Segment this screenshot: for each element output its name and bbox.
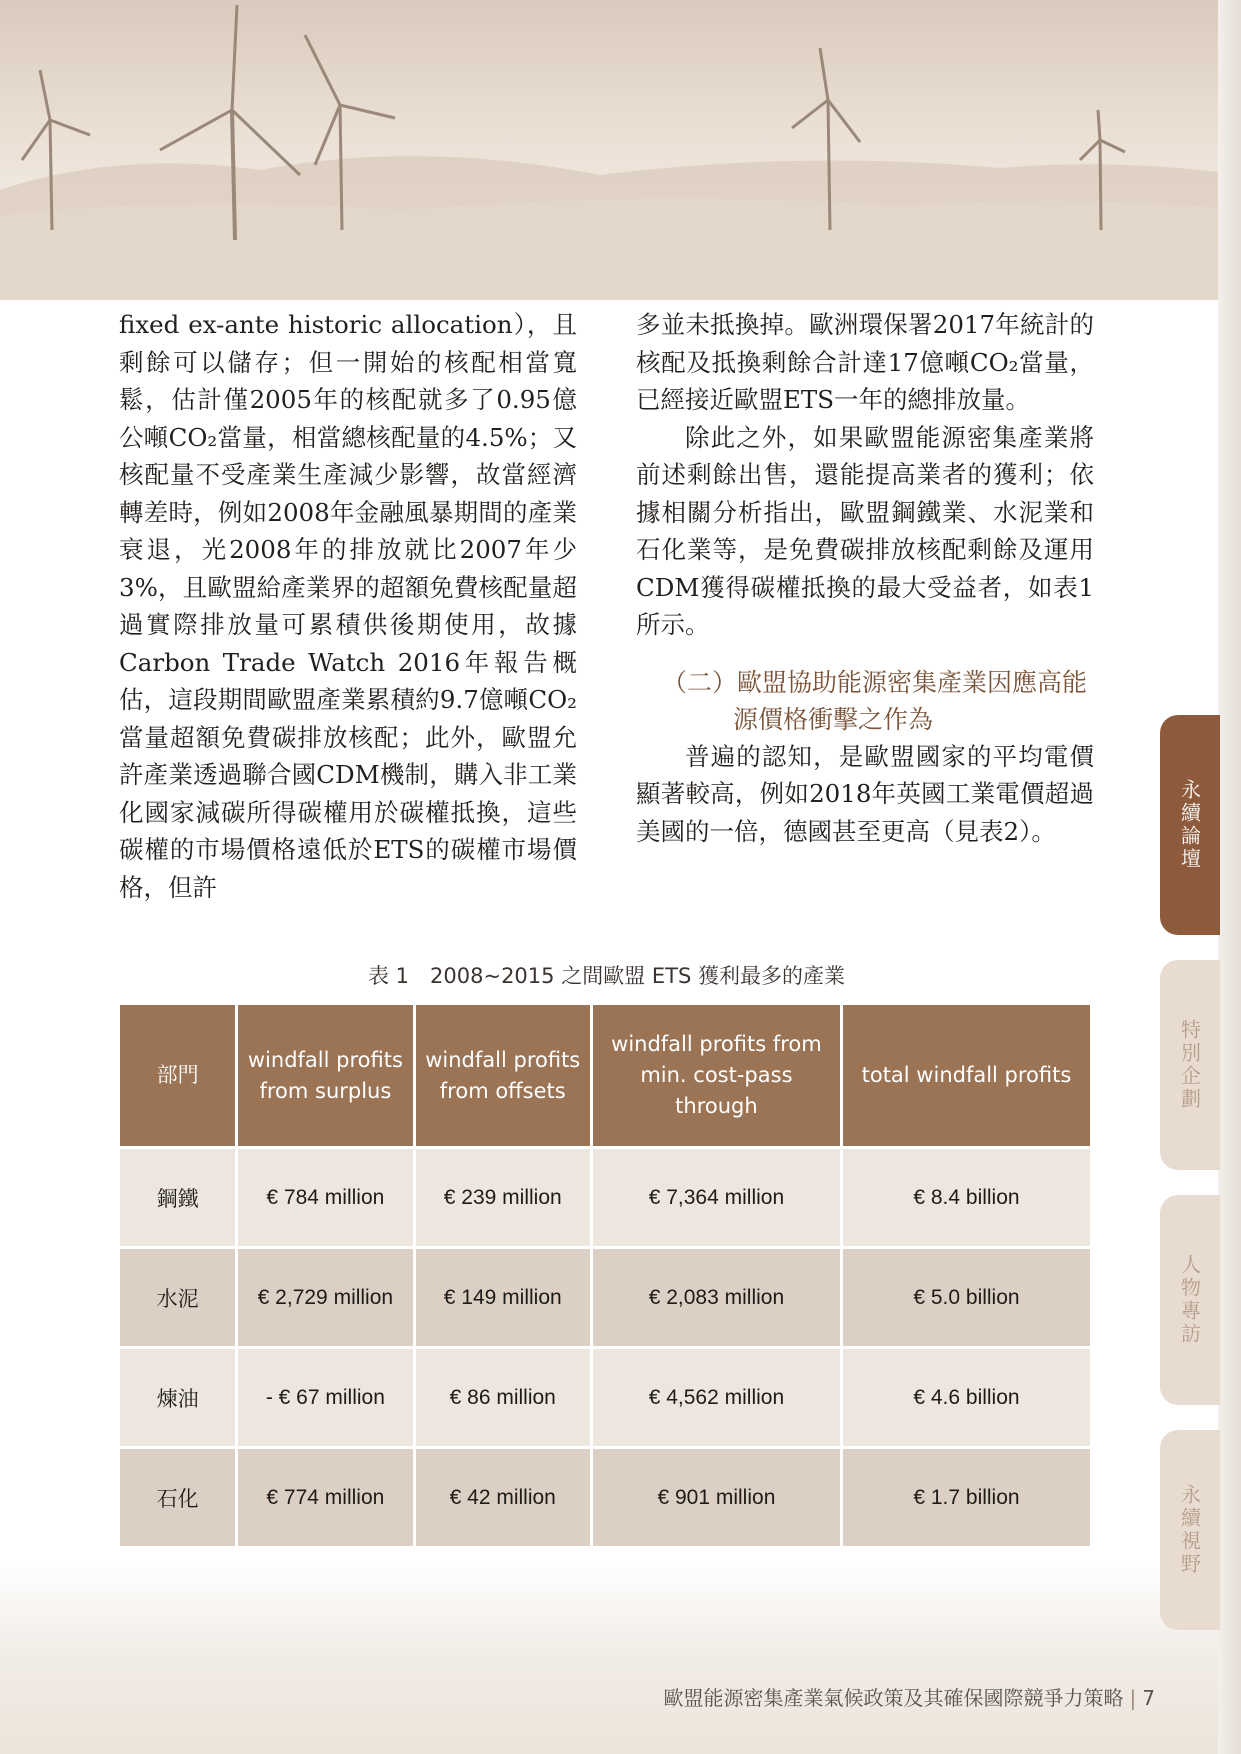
- cell-total: € 8.4 billion: [843, 1149, 1090, 1246]
- cell-surplus: € 784 million: [238, 1149, 412, 1246]
- table-row: [120, 1149, 1090, 1246]
- cell-dept: 石化: [120, 1449, 235, 1546]
- header-offsets-line2: from offsets: [439, 1078, 566, 1103]
- cell-total: € 5.0 billion: [843, 1249, 1090, 1346]
- windfall-profits-table: [117, 1002, 1093, 1549]
- cell-total: € 1.7 billion: [843, 1449, 1090, 1546]
- cell-total: € 4.6 billion: [843, 1349, 1090, 1446]
- page-number: 7: [1142, 1686, 1155, 1710]
- tab-special-feature[interactable]: [1160, 960, 1220, 1170]
- cell-dept: 煉油: [120, 1349, 235, 1446]
- tab-sustainability-vision[interactable]: [1160, 1430, 1220, 1630]
- wind-turbine-illustration: [0, 0, 1241, 300]
- cell-passthrough: € 4,562 million: [593, 1349, 840, 1446]
- table-row: [120, 1349, 1090, 1446]
- tab-label: 人物專訪: [1177, 1254, 1202, 1346]
- table-row: [120, 1449, 1090, 1546]
- header-surplus-line2: from surplus: [259, 1078, 392, 1103]
- tab-label: 特別企劃: [1177, 1019, 1202, 1111]
- page-footer: [664, 1682, 1155, 1711]
- right-text-column: [636, 306, 1094, 850]
- header-passthrough: [593, 1005, 840, 1146]
- tab-interview[interactable]: [1160, 1195, 1220, 1405]
- tab-sustainability-forum[interactable]: [1160, 715, 1220, 935]
- cell-surplus: € 774 million: [238, 1449, 412, 1546]
- left-text-column: [119, 306, 577, 906]
- section-heading-line2: 源價格衝擊之作為: [733, 704, 934, 734]
- header-total: total windfall profits: [843, 1005, 1090, 1146]
- section-heading-line1: （二）歐盟協助能源密集產業因應高能: [662, 667, 1088, 697]
- footer-title: 歐盟能源密集產業氣候政策及其確保國際競爭力策略: [663, 1686, 1124, 1710]
- cell-passthrough: € 7,364 million: [593, 1149, 840, 1246]
- right-paragraph-1: 多並未抵換掉。歐洲環保署2017年統計的核配及抵換剩餘合計達17億噸CO₂當量，已經接近歐盟ETS一年的總排放量。: [636, 310, 1094, 414]
- cell-passthrough: € 2,083 million: [593, 1249, 840, 1346]
- header-banner-wind-turbines: [0, 0, 1241, 300]
- cell-dept: 水泥: [120, 1249, 235, 1346]
- tab-label: 永續論壇: [1177, 779, 1202, 871]
- header-passthrough-line2: min. cost-pass through: [640, 1063, 793, 1118]
- footer-decoration: [0, 1560, 1241, 1754]
- table-caption: 表 1 2008~2015 之間歐盟 ETS 獲利最多的產業: [368, 964, 845, 988]
- cell-dept: 鋼鐵: [120, 1149, 235, 1246]
- cell-offsets: € 239 million: [416, 1149, 590, 1246]
- cell-surplus: € 2,729 million: [238, 1249, 412, 1346]
- header-dept: 部門: [120, 1005, 235, 1146]
- section-heading: [636, 664, 1094, 738]
- right-paragraph-3: 普遍的認知，是歐盟國家的平均電價顯著較高，例如2018年英國工業電價超過美國的一倍，德國甚至更高（見表2）。: [636, 741, 1094, 846]
- table-header-row: [120, 1005, 1090, 1146]
- section-tabs: [1160, 700, 1241, 1620]
- cell-offsets: € 86 million: [416, 1349, 590, 1446]
- right-paragraph-2: 除此之外，如果歐盟能源密集產業將前述剩餘出售，還能提高業者的獲利；依據相關分析指出，歐盟鋼鐵業、水泥業和石化業等，是免費碳排放核配剩餘及運用CDM獲得碳權抵換的最大受益者，如表1所示。: [636, 422, 1094, 639]
- header-offsets-line1: windfall profits: [425, 1047, 581, 1072]
- cell-surplus: - € 67 million: [238, 1349, 412, 1446]
- tab-label: 永續視野: [1177, 1484, 1202, 1576]
- header-surplus-line1: windfall profits: [247, 1047, 403, 1072]
- cell-offsets: € 149 million: [416, 1249, 590, 1346]
- table-row: [120, 1249, 1090, 1346]
- header-offsets: [416, 1005, 590, 1146]
- left-paragraph: fixed ex-ante historic allocation），且剩餘可以儲存；但一開始的核配相當寬鬆，估計僅2005年的核配就多了0.95億公噸CO₂當量，相當總核配量的4.5%；又核配量不受產業生產減少影響，故當經濟轉差時，例如2008年金融風暴期間的產業衰退，光2008年的排放就比2007年少3%，且歐盟給產業界的超額免費核配量超過實際排放量可累積供後期使用，故據Carbon Trade Watch 2016年報告概估，這段期間歐盟產業累積約9.7億噸CO₂當量超額免費碳排放核配；此外，歐盟允許產業透過聯合國CDM機制，購入非工業化國家減碳所得碳權用於碳權抵換，這些碳權的市場價格遠低於ETS的碳權市場價格，但許: [119, 310, 577, 902]
- header-surplus: [238, 1005, 412, 1146]
- header-passthrough-line1: windfall profits from: [611, 1032, 822, 1056]
- cell-passthrough: € 901 million: [593, 1449, 840, 1546]
- footer-separator: |: [1129, 1686, 1137, 1710]
- cell-offsets: € 42 million: [416, 1449, 590, 1546]
